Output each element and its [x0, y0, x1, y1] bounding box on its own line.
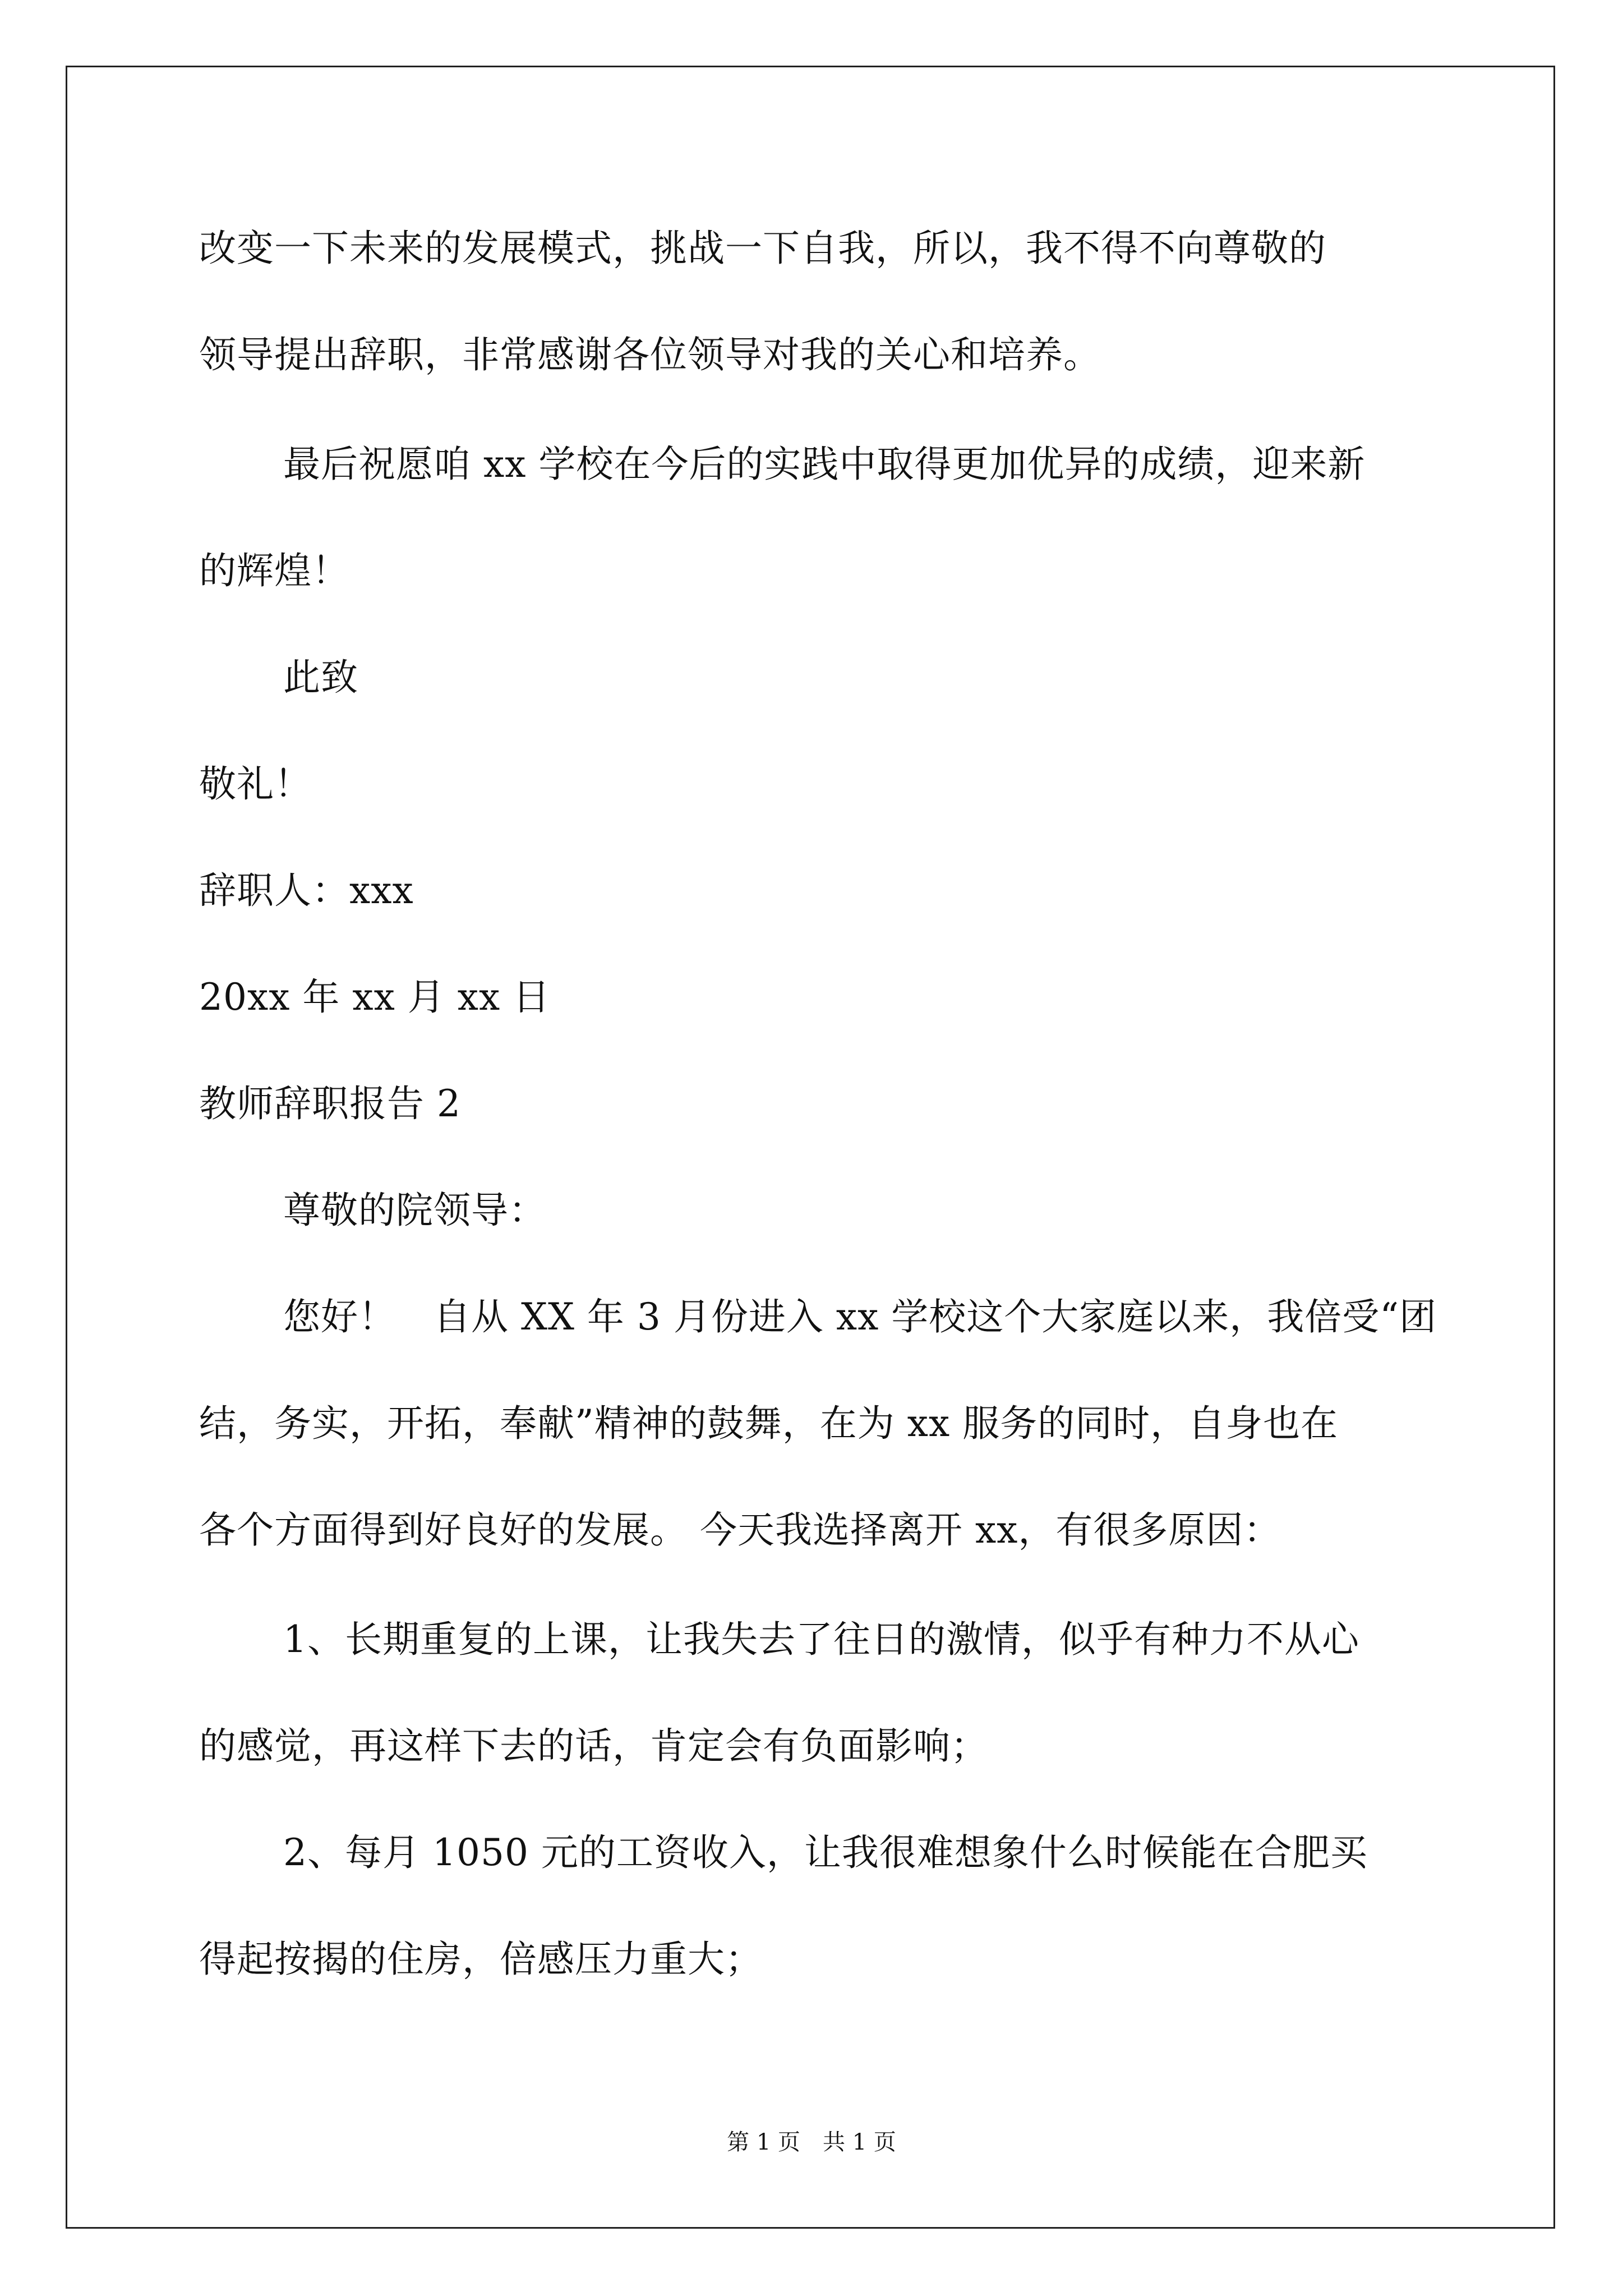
text-line: 此致 [283, 656, 358, 699]
text-line: 您好！ 自从 XX 年 3 月份进入 xx 学校这个大家庭以来，我倍受“团 [283, 1295, 1437, 1338]
section-heading: 教师辞职报告 2 [199, 1082, 461, 1125]
text-line: 辞职人：xxx [199, 869, 414, 912]
text-line: 20xx 年 xx 月 xx 日 [199, 976, 551, 1019]
text-line: 2、每月 1050 元的工资收入，让我很难想象什么时候能在合肥买 [283, 1831, 1368, 1874]
text-line: 得起按揭的住房，倍感压力重大； [199, 1938, 763, 1981]
page-border [66, 66, 1555, 2229]
text-line: 领导提出辞职，非常感谢各位领导对我的关心和培养。 [199, 333, 1101, 376]
text-line: 敬礼！ [199, 762, 312, 806]
text-line: 改变一下未来的发展模式，挑战一下自我，所以，我不得不向尊敬的 [199, 227, 1326, 270]
text-line: 各个方面得到好良好的发展。 今天我选择离开 xx，有很多原因： [199, 1508, 1281, 1552]
salutation: 尊敬的院领导： [283, 1189, 546, 1232]
page-footer: 第 1 页 共 1 页 [727, 2129, 896, 2155]
text-line: 1、长期重复的上课，让我失去了往日的激情，似乎有种力不从心 [283, 1618, 1359, 1661]
text-line: 的感觉，再这样下去的话，肯定会有负面影响； [199, 1724, 988, 1768]
text-line: 最后祝愿咱 xx 学校在今后的实践中取得更加优异的成绩，迎来新 [283, 443, 1366, 486]
text-line: 的辉煌！ [199, 549, 349, 592]
text-line: 结，务实，开拓，奉献”精神的鼓舞，在为 xx 服务的同时，自身也在 [199, 1402, 1339, 1445]
